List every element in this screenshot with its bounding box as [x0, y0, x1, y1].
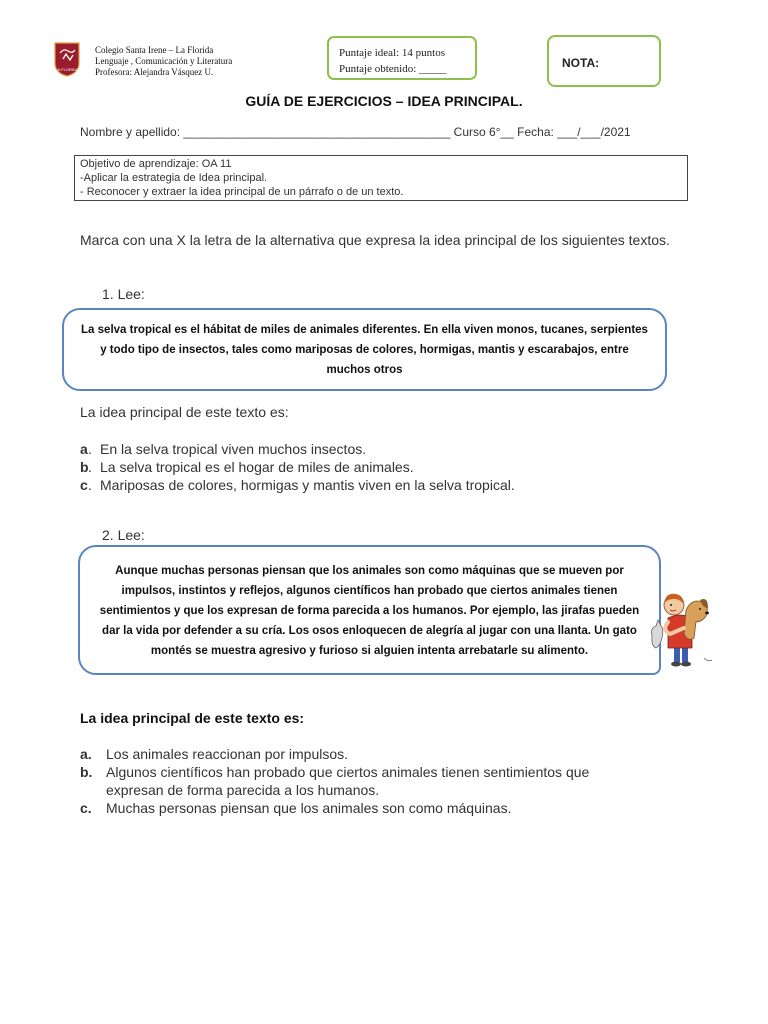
school-logo: [53, 41, 81, 77]
option-b[interactable]: [80, 763, 640, 799]
option-text: Muchas personas piensan que los animales son como máquinas.: [106, 800, 512, 816]
score-box: [327, 36, 477, 80]
option-letter: a: [80, 441, 88, 457]
grade-label: NOTA:: [562, 56, 600, 70]
option-text: La selva tropical es el hogar de miles de animales.: [100, 459, 414, 475]
objective-line: - Reconocer y extraer la idea principal de un párrafo o de un texto.: [80, 186, 404, 198]
option-text: En la selva tropical viven muchos insectos.: [100, 441, 367, 457]
boy-with-dog-illustration: [648, 588, 714, 668]
grade-box: [547, 35, 661, 87]
objective-line: Objetivo de aprendizaje: OA 11: [80, 158, 232, 170]
option-b[interactable]: b . La selva tropical es el hogar de miles de animales.: [80, 459, 414, 475]
exercise-2-passage: [78, 545, 661, 675]
exercise-1-question: La idea principal de este texto es:: [80, 404, 289, 420]
objective-line: -Aplicar la estrategia de Idea principal.: [80, 172, 268, 184]
option-a[interactable]: [80, 745, 640, 763]
option-letter: c: [80, 477, 88, 493]
student-info-line: Nombre y apellido: ________________________________________ Curso 6°__ Fecha: ___/___/2021: [80, 125, 631, 139]
option-c[interactable]: c . Mariposas de colores, hormigas y mantis viven en la selva tropical.: [80, 477, 515, 493]
exercise-1-passage: [62, 308, 667, 391]
exercise-1-options: [80, 440, 680, 494]
score-ideal: Puntaje ideal: 14 puntos: [339, 47, 446, 59]
option-letter: b: [80, 459, 89, 475]
option-letter: b.: [80, 764, 93, 780]
subject-name: Lenguaje , Comunicación y Literatura: [95, 56, 233, 66]
exercise-1-passage-text: La selva tropical es el hábitat de miles de animales diferentes. En ella viven monos, tucanes, serpientes y todo tipo de insectos, tales como mariposas de colores, hormigas, mantis y escarabajos, entre muchos otros: [81, 324, 648, 376]
exercise-2-question: La idea principal de este texto es:: [80, 710, 305, 726]
instruction-text: Marca con una X la letra de la alternativa que expresa la idea principal de los siguientes textos.: [80, 232, 670, 248]
option-letter: c.: [80, 800, 92, 816]
option-text: Algunos científicos han probado que ciertos animales tienen sentimientos que expresan de forma parecida a los humanos.: [106, 764, 590, 798]
option-letter: a.: [80, 746, 92, 762]
exercise-1-heading: 1. Lee:: [102, 286, 145, 302]
page-title: GUÍA DE EJERCICIOS – IDEA PRINCIPAL.: [245, 93, 523, 109]
exercise-2-options: [80, 745, 640, 817]
option-a[interactable]: a . En la selva tropical viven muchos insectos.: [80, 441, 367, 457]
option-text: Los animales reaccionan por impulsos.: [106, 746, 349, 762]
svg-text:LA FLORIDA: LA FLORIDA: [55, 67, 79, 72]
learning-objective-box: [74, 155, 688, 201]
option-text: Mariposas de colores, hormigas y mantis viven en la selva tropical.: [100, 477, 515, 493]
school-info: [95, 45, 232, 78]
score-obtained: Puntaje obtenido: _____: [339, 63, 447, 75]
exercise-2-heading: 2. Lee:: [102, 527, 145, 543]
teacher-name: Profesora: Alejandra Vásquez U.: [95, 67, 214, 77]
exercise-2-passage-text: Aunque muchas personas piensan que los animales son como máquinas que se mueven por impulsos, instintos y reflejos, algunos científicos han probado que ciertos animales tienen sentimientos y que los expresan de forma parecida a los humanos. Por ejemplo, las jirafas pueden dar la vida por defender a su cría. Los osos enloquecen de alegría al jugar con una llanta. Un gato montés se muestra agresivo y furioso si alguien intenta arrebatarle su alimento.: [99, 565, 640, 657]
option-c[interactable]: [80, 799, 640, 817]
school-name: Colegio Santa Irene – La Florida: [95, 45, 214, 55]
